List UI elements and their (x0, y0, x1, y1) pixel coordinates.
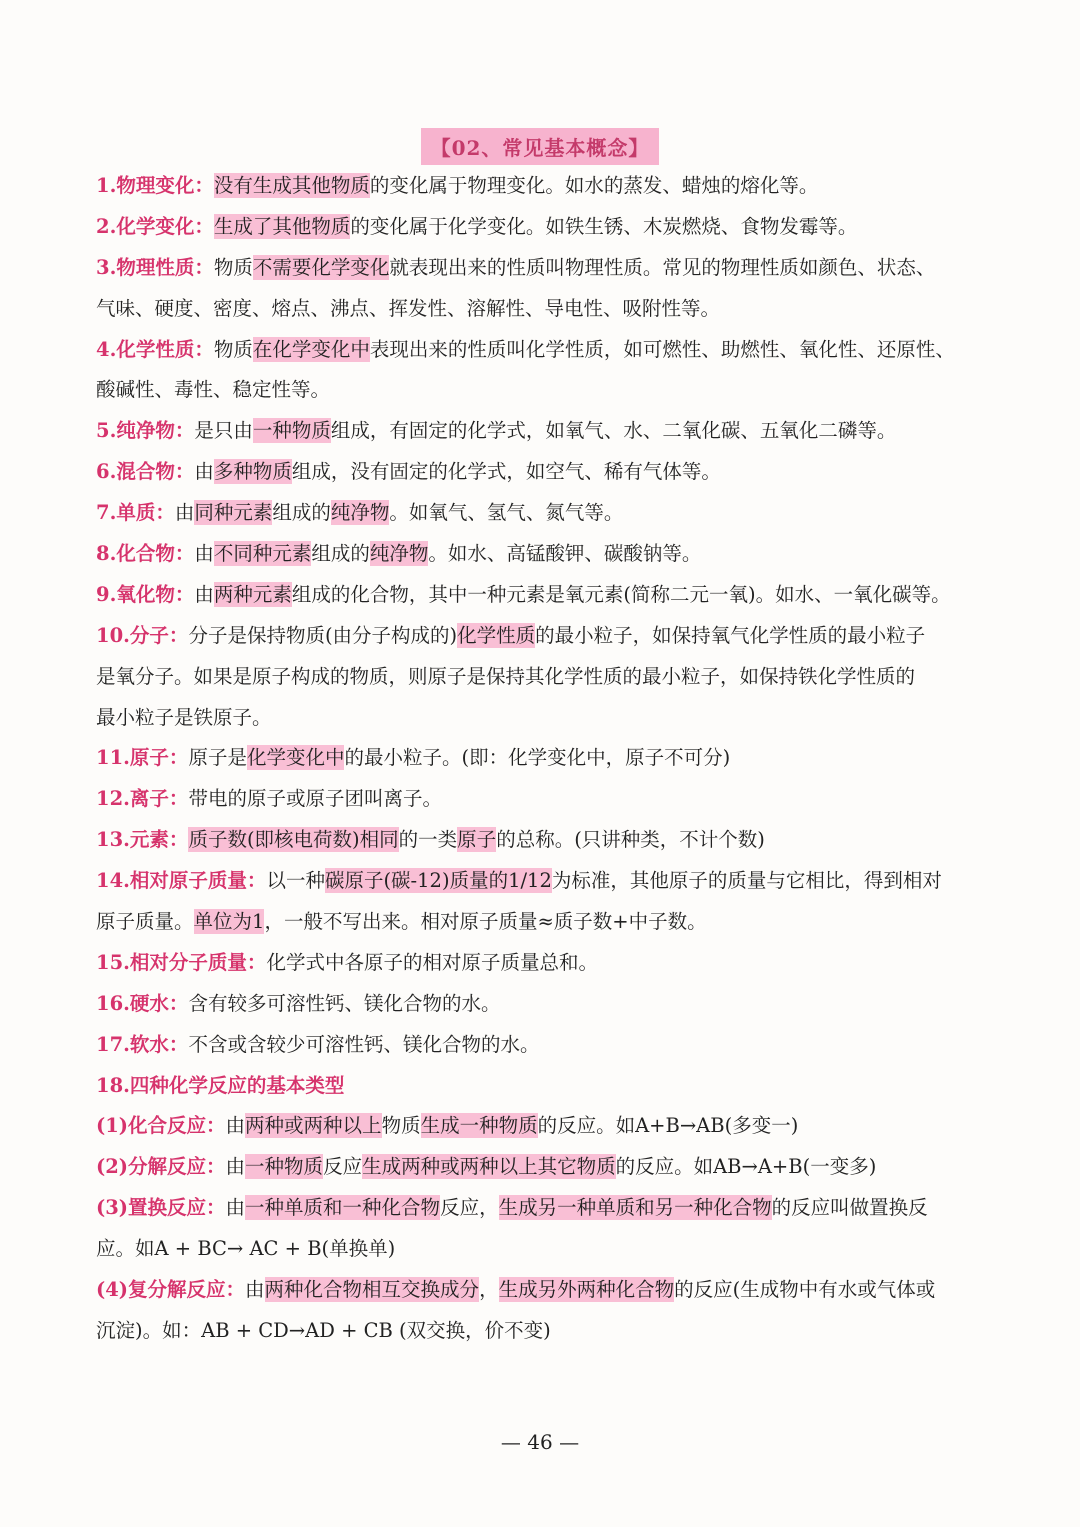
highlighted-text: 纯净物 (369, 542, 429, 566)
text-line (96, 738, 996, 779)
term-label: 15.相对分子质量： (96, 950, 267, 974)
text-segment: 的反应(生成物中有水或气体或 (674, 1278, 936, 1302)
title-wrap (0, 128, 1080, 165)
text-segment: 是只由 (194, 419, 253, 443)
term-label: (3)置换反应： (96, 1196, 226, 1220)
text-segment: 的一类 (398, 828, 458, 852)
text-line (96, 330, 996, 371)
text-segment: 为标准，其他原子的质量与它相比，得到相对 (551, 869, 942, 893)
text-segment: 气味、硬度、密度、熔点、沸点、挥发性、溶解性、导电性、吸附性等。 (96, 296, 721, 320)
text-segment: 由 (225, 1196, 246, 1220)
highlighted-text: 不需要化学变化 (252, 255, 390, 279)
text-line (96, 166, 996, 207)
text-segment: 以一种 (266, 869, 325, 893)
highlighted-text: 生成另外两种化合物 (498, 1278, 675, 1302)
text-line (96, 1025, 996, 1066)
text-line (96, 1311, 996, 1352)
text-line (96, 1147, 996, 1188)
text-segment: 含有较多可溶性钙、镁化合物的水。 (188, 991, 501, 1015)
highlighted-text: 纯净物 (330, 501, 390, 525)
text-line (96, 698, 996, 739)
term-label: 4.化学性质： (96, 337, 214, 361)
text-segment: 原子质量。 (96, 910, 194, 934)
page-number: — 46 — (500, 1430, 580, 1454)
text-segment: 由 (225, 1114, 246, 1138)
term-label: (2)分解反应： (96, 1155, 226, 1179)
term-label: (1)化合反应： (96, 1114, 226, 1138)
text-line (96, 493, 996, 534)
text-segment: 物质 (381, 1114, 421, 1138)
text-segment: 是氧分子。如果是原子构成的物质，则原子是保持其化学性质的最小粒子，如保持铁化学性质的 (96, 664, 916, 688)
text-segment: 反应， (440, 1196, 499, 1220)
highlighted-text: 两种元素 (213, 582, 292, 606)
text-segment: 沉淀)。如：AB + CD→AD + CB (双交换，价不变) (96, 1318, 551, 1342)
term-label: 9.氧化物： (96, 582, 195, 606)
text-segment: 原子是 (188, 746, 247, 770)
highlighted-text: 单位为1 (193, 910, 265, 934)
text-line (96, 984, 996, 1025)
text-segment: 的反应。如A+B→AB(多变一) (537, 1114, 799, 1138)
section-title: 【02、常见基本概念】 (421, 128, 660, 165)
term-label: 5.纯净物： (96, 419, 195, 443)
text-segment: 由 (174, 501, 195, 525)
text-segment: 应。如A + BC→ AC + B(单换单) (96, 1237, 396, 1261)
text-segment: 。如水、高锰酸钾、碳酸钠等。 (428, 542, 702, 566)
highlighted-text: 不同种元素 (213, 542, 312, 566)
text-line (96, 943, 996, 984)
text-segment: 酸碱性、毒性、稳定性等。 (96, 378, 331, 402)
text-line (96, 575, 996, 616)
text-segment: 的最小粒子。(即：化学变化中，原子不可分) (344, 746, 731, 770)
highlighted-text: 生成两种或两种以上其它物质 (362, 1155, 616, 1179)
text-segment: ， (479, 1278, 499, 1302)
text-segment: 由 (245, 1278, 265, 1302)
term-label: 8.化合物： (96, 542, 195, 566)
text-line (96, 289, 996, 330)
text-line (96, 534, 996, 575)
highlighted-text: 在化学变化中 (252, 337, 370, 361)
highlighted-text: 多种物质 (213, 460, 292, 484)
highlighted-text: 没有生成其他物质 (213, 174, 370, 197)
text-line (96, 861, 996, 902)
text-segment: 组成的 (311, 542, 370, 566)
term-label: 2.化学变化： (96, 214, 214, 238)
text-line (96, 411, 996, 452)
text-segment: 由 (225, 1155, 246, 1179)
term-label: 3.物理性质： (96, 255, 214, 279)
text-segment: 的最小粒子，如保持氧气化学性质的最小粒子 (535, 623, 926, 647)
highlighted-text: 化学性质 (457, 623, 536, 647)
highlighted-text: 生成了其他物质 (213, 214, 351, 238)
text-line (96, 370, 996, 411)
highlighted-text: 原子 (457, 828, 497, 852)
text-segment: 不含或含较少可溶性钙、镁化合物的水。 (188, 1032, 540, 1056)
body-text (96, 166, 996, 1352)
term-label: 16.硬水： (96, 991, 189, 1015)
text-line (96, 1229, 996, 1270)
text-line (96, 452, 996, 493)
text-line (96, 207, 996, 248)
highlighted-text: 碳原子(碳-12)质量的1/12 (324, 869, 552, 893)
text-line (96, 248, 996, 289)
term-label: 12.离子： (96, 787, 189, 811)
text-segment: 带电的原子或原子团叫离子。 (188, 787, 442, 811)
text-line (96, 1270, 996, 1311)
text-segment: 反应 (323, 1155, 363, 1179)
highlighted-text: 生成另一种单质和另一种化合物 (498, 1196, 772, 1220)
text-line (96, 616, 996, 657)
text-line (96, 779, 996, 820)
highlighted-text: 生成一种物质 (420, 1114, 538, 1138)
term-label: (4)复分解反应： (96, 1278, 246, 1302)
highlighted-text: 两种化合物相互交换成分 (264, 1278, 480, 1302)
text-segment: 组成，有固定的化学式，如氧气、水、二氧化碳、五氧化二磷等。 (330, 419, 897, 443)
text-line (96, 657, 996, 698)
term-label: 17.软水： (96, 1032, 189, 1056)
term-label: 6.混合物： (96, 460, 195, 484)
text-line (96, 1106, 996, 1147)
text-segment: 的反应。如AB→A+B(一变多) (615, 1155, 877, 1179)
text-line (96, 820, 996, 861)
highlighted-text: 两种或两种以上 (245, 1114, 382, 1138)
text-segment: 物质 (213, 337, 253, 361)
text-segment: 的变化属于物理变化。如水的蒸发、蜡烛的熔化等。 (369, 174, 819, 197)
term-label: 7.单质： (96, 501, 175, 525)
text-segment: 的总称。(只讲种类，不计个数) (496, 828, 765, 852)
text-segment: 分子是保持物质(由分子构成的) (188, 623, 458, 647)
text-segment: 由 (194, 542, 214, 566)
text-segment: 组成，没有固定的化学式，如空气、稀有气体等。 (291, 460, 721, 484)
term-label: 1.物理变化： (96, 174, 214, 197)
highlighted-text: 同种元素 (194, 501, 273, 525)
text-segment: ，一般不写出来。相对原子质量≈质子数+中子数。 (264, 910, 707, 934)
text-segment: 就表现出来的性质叫物理性质。常见的物理性质如颜色、状态、 (389, 255, 936, 279)
text-line (96, 1066, 996, 1107)
text-segment: 表现出来的性质叫化学性质，如可燃性、助燃性、氧化性、还原性、 (369, 337, 955, 361)
highlighted-text: 一种单质和一种化合物 (245, 1196, 441, 1220)
text-segment: 最小粒子是铁原子。 (96, 705, 272, 729)
highlighted-text: 化学变化中 (246, 746, 345, 770)
text-segment: 化学式中各原子的相对原子质量总和。 (266, 950, 598, 974)
highlighted-text: 质子数(即核电荷数)相同 (188, 828, 399, 852)
text-segment: 的反应叫做置换反 (771, 1196, 928, 1220)
term-label: 14.相对原子质量： (96, 869, 267, 893)
text-segment: 的变化属于化学变化。如铁生锈、木炭燃烧、食物发霉等。 (350, 214, 858, 238)
term-label: 13.元素： (96, 828, 189, 852)
term-label: 11.原子： (96, 746, 189, 770)
highlighted-text: 一种物质 (252, 419, 331, 443)
text-segment: 由 (194, 582, 214, 606)
term-label: 18.四种化学反应的基本类型 (96, 1073, 345, 1097)
text-segment: 。如氧气、氢气、氮气等。 (389, 501, 624, 525)
text-segment: 组成的 (272, 501, 331, 525)
text-line (96, 1188, 996, 1229)
text-segment: 物质 (213, 255, 253, 279)
text-line (96, 902, 996, 943)
highlighted-text: 一种物质 (245, 1155, 324, 1179)
text-segment: 由 (194, 460, 214, 484)
text-segment: 组成的化合物，其中一种元素是氧元素(简称二元一氧)。如水、一氧化碳等。 (291, 582, 951, 606)
term-label: 10.分子： (96, 623, 189, 647)
